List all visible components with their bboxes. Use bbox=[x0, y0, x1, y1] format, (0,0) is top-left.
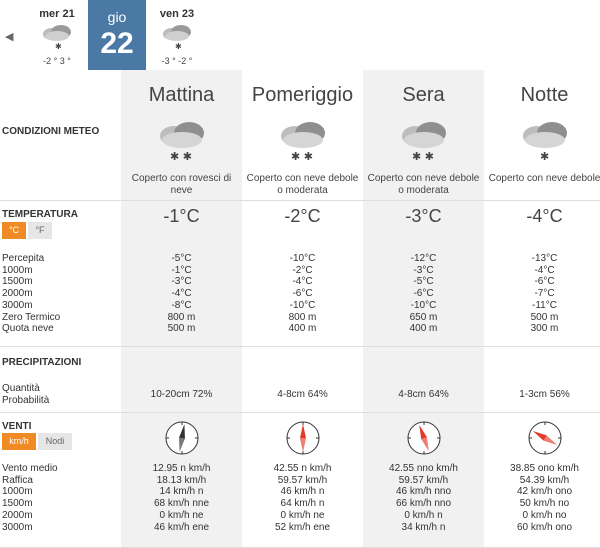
value: 0 km/h n bbox=[404, 509, 443, 521]
row-divider bbox=[0, 346, 600, 347]
wind-compass-icon bbox=[406, 420, 442, 456]
section-title-wind: VENTI bbox=[2, 421, 32, 432]
value: 60 km/h ono bbox=[516, 521, 573, 533]
value: 54.39 km/h bbox=[519, 474, 570, 486]
value: 46 km/h nno bbox=[395, 486, 452, 498]
value: 52 km/h ene bbox=[274, 521, 331, 533]
value: 38.85 ono km/h bbox=[510, 463, 579, 474]
snow-cloud-icon bbox=[517, 118, 573, 166]
wind-values-mattina bbox=[121, 463, 242, 533]
precip-value: 4-8cm 64% bbox=[277, 389, 328, 400]
value: -4°C bbox=[292, 276, 313, 288]
wind-compass-icon bbox=[285, 420, 321, 456]
wind-compass-pomeriggio bbox=[242, 420, 363, 461]
condition-text: Coperto con rovesci di neve bbox=[131, 173, 232, 196]
wind-compass-notte bbox=[484, 420, 600, 461]
day-tab-next[interactable] bbox=[148, 0, 206, 70]
value: -11°C bbox=[532, 299, 557, 311]
value: 12.95 n km/h bbox=[152, 463, 211, 474]
label-2000m: 2000m bbox=[2, 509, 33, 521]
day-name: mer 21 bbox=[39, 8, 75, 20]
value: -10°C bbox=[289, 253, 316, 264]
wind-labels bbox=[2, 463, 58, 533]
value: 500 m bbox=[530, 311, 559, 323]
value: -7°C bbox=[534, 288, 555, 300]
day-selector bbox=[0, 0, 206, 70]
value: 68 km/h nne bbox=[153, 498, 210, 510]
day-name: gio bbox=[107, 9, 127, 25]
value: 800 m bbox=[288, 311, 317, 323]
period-temp: -3°C bbox=[405, 206, 442, 226]
wind-values-sera bbox=[363, 463, 484, 533]
snow-cloud-icon bbox=[40, 22, 74, 52]
day-tab-selected[interactable] bbox=[88, 0, 146, 70]
svg-text:✱: ✱ bbox=[175, 42, 182, 51]
wind-values-pomeriggio bbox=[242, 463, 363, 533]
period-temp: -1°C bbox=[163, 206, 200, 226]
value: -13°C bbox=[531, 253, 558, 264]
precip-value: 1-3cm 56% bbox=[519, 389, 570, 400]
label-3000m: 3000m bbox=[2, 299, 33, 311]
value: 42 km/h ono bbox=[516, 486, 573, 498]
value: -1°C bbox=[171, 264, 192, 276]
row-divider bbox=[0, 200, 600, 201]
weather-icon-sera bbox=[363, 118, 484, 171]
precip-labels bbox=[2, 383, 49, 406]
weather-icon-notte bbox=[484, 118, 600, 171]
value: 59.57 km/h bbox=[398, 474, 449, 486]
value: -10°C bbox=[289, 299, 316, 311]
label-probabilita: Probabilità bbox=[2, 394, 50, 406]
value: 42.55 nno km/h bbox=[389, 463, 458, 474]
fahrenheit-toggle[interactable]: °F bbox=[28, 222, 52, 239]
value: -3°C bbox=[171, 276, 192, 288]
day-number: 22 bbox=[100, 27, 134, 60]
value: 59.57 km/h bbox=[277, 474, 328, 486]
day-temps: -2 ° 3 ° bbox=[43, 56, 71, 66]
day-temps: -3 ° -2 ° bbox=[161, 56, 193, 66]
value: 0 km/h no bbox=[522, 509, 567, 521]
label-3000m: 3000m bbox=[2, 521, 33, 533]
svg-text:✱ ✱: ✱ ✱ bbox=[169, 150, 192, 163]
period-header: Mattina bbox=[148, 84, 215, 106]
label-percepita: Percepita bbox=[2, 253, 45, 264]
value: -4°C bbox=[534, 264, 555, 276]
value: 66 km/h nno bbox=[395, 498, 452, 510]
weather-icon-mattina bbox=[121, 118, 242, 171]
section-title-precipitation: PRECIPITAZIONI bbox=[2, 357, 82, 368]
period-temp: -4°C bbox=[526, 206, 563, 226]
precip-value: 4-8cm 64% bbox=[398, 389, 449, 400]
value: 500 m bbox=[167, 323, 196, 335]
celsius-toggle[interactable]: °C bbox=[2, 222, 26, 239]
wind-compass-icon bbox=[527, 420, 563, 456]
section-title-conditions: CONDIZIONI METEO bbox=[2, 126, 100, 137]
temp-values-sera bbox=[363, 253, 484, 335]
condition-text: Coperto con neve debole bbox=[488, 173, 600, 184]
period-header: Notte bbox=[520, 84, 569, 106]
row-divider bbox=[0, 412, 600, 413]
value: -3°C bbox=[413, 264, 434, 276]
svg-text:✱ ✱: ✱ ✱ bbox=[411, 150, 434, 163]
value: -4°C bbox=[171, 288, 192, 300]
value: -6°C bbox=[534, 276, 555, 288]
snow-cloud-icon bbox=[396, 118, 452, 166]
value: 0 km/h ne bbox=[280, 509, 325, 521]
temp-values-pomeriggio bbox=[242, 253, 363, 335]
label-1000m: 1000m bbox=[2, 486, 33, 498]
value: -8°C bbox=[171, 299, 192, 311]
section-title-temperature: TEMPERATURA bbox=[2, 209, 78, 220]
value: -12°C bbox=[410, 253, 437, 264]
wind-compass-icon bbox=[164, 420, 200, 456]
label-1500m: 1500m bbox=[2, 498, 33, 510]
weather-icon-pomeriggio bbox=[242, 118, 363, 171]
value: 650 m bbox=[409, 311, 438, 323]
svg-text:✱ ✱: ✱ ✱ bbox=[290, 150, 313, 163]
value: -2°C bbox=[292, 264, 313, 276]
value: 400 m bbox=[409, 323, 438, 335]
label-quantita: Quantità bbox=[2, 383, 40, 394]
value: 300 m bbox=[530, 323, 559, 335]
value: 400 m bbox=[288, 323, 317, 335]
value: 50 km/h no bbox=[519, 498, 570, 510]
kmh-toggle[interactable]: km/h bbox=[2, 433, 36, 450]
snow-cloud-icon bbox=[154, 118, 210, 166]
snow-cloud-icon bbox=[160, 22, 194, 52]
snow-cloud-icon bbox=[275, 118, 331, 166]
value: -6°C bbox=[292, 288, 313, 300]
period-header: Sera bbox=[402, 84, 445, 106]
temp-labels bbox=[2, 253, 60, 335]
value: 0 km/h ne bbox=[159, 509, 204, 521]
wind-values-notte bbox=[484, 463, 600, 533]
knots-toggle[interactable]: Nodi bbox=[38, 433, 72, 450]
day-tab-prev[interactable] bbox=[28, 0, 86, 70]
value: 46 km/h ene bbox=[153, 521, 210, 533]
condition-text: Coperto con neve debole o moderata bbox=[246, 173, 359, 196]
temp-values-mattina bbox=[121, 253, 242, 335]
value: -6°C bbox=[413, 288, 434, 300]
label-vento-medio: Vento medio bbox=[2, 463, 58, 474]
label-1000m: 1000m bbox=[2, 264, 33, 276]
prev-day-arrow-icon[interactable]: ◀ bbox=[5, 31, 14, 43]
period-temp: -2°C bbox=[284, 206, 321, 226]
value: 46 km/h n bbox=[280, 486, 325, 498]
temp-values-notte bbox=[484, 253, 600, 335]
value: 18.13 km/h bbox=[156, 474, 207, 486]
value: -5°C bbox=[413, 276, 434, 288]
label-2000m: 2000m bbox=[2, 288, 33, 300]
value: 14 km/h n bbox=[159, 486, 204, 498]
condition-text: Coperto con neve debole o moderata bbox=[367, 173, 480, 196]
value: -5°C bbox=[171, 253, 192, 264]
period-header: Pomeriggio bbox=[251, 84, 354, 106]
label-zero-termico: Zero Termico bbox=[2, 311, 61, 323]
svg-text:✱: ✱ bbox=[55, 42, 62, 51]
wind-compass-sera bbox=[363, 420, 484, 461]
wind-compass-mattina bbox=[121, 420, 242, 461]
label-quota-neve: Quota neve bbox=[2, 323, 54, 335]
day-name: ven 23 bbox=[159, 8, 195, 20]
precip-value: 10-20cm 72% bbox=[150, 389, 213, 400]
value: 42.55 n km/h bbox=[273, 463, 332, 474]
value: -10°C bbox=[410, 299, 437, 311]
value: 800 m bbox=[167, 311, 196, 323]
svg-text:✱: ✱ bbox=[539, 150, 549, 163]
label-raffica: Raffica bbox=[2, 474, 33, 486]
value: 64 km/h n bbox=[280, 498, 325, 510]
value: 34 km/h n bbox=[401, 521, 446, 533]
label-1500m: 1500m bbox=[2, 276, 33, 288]
